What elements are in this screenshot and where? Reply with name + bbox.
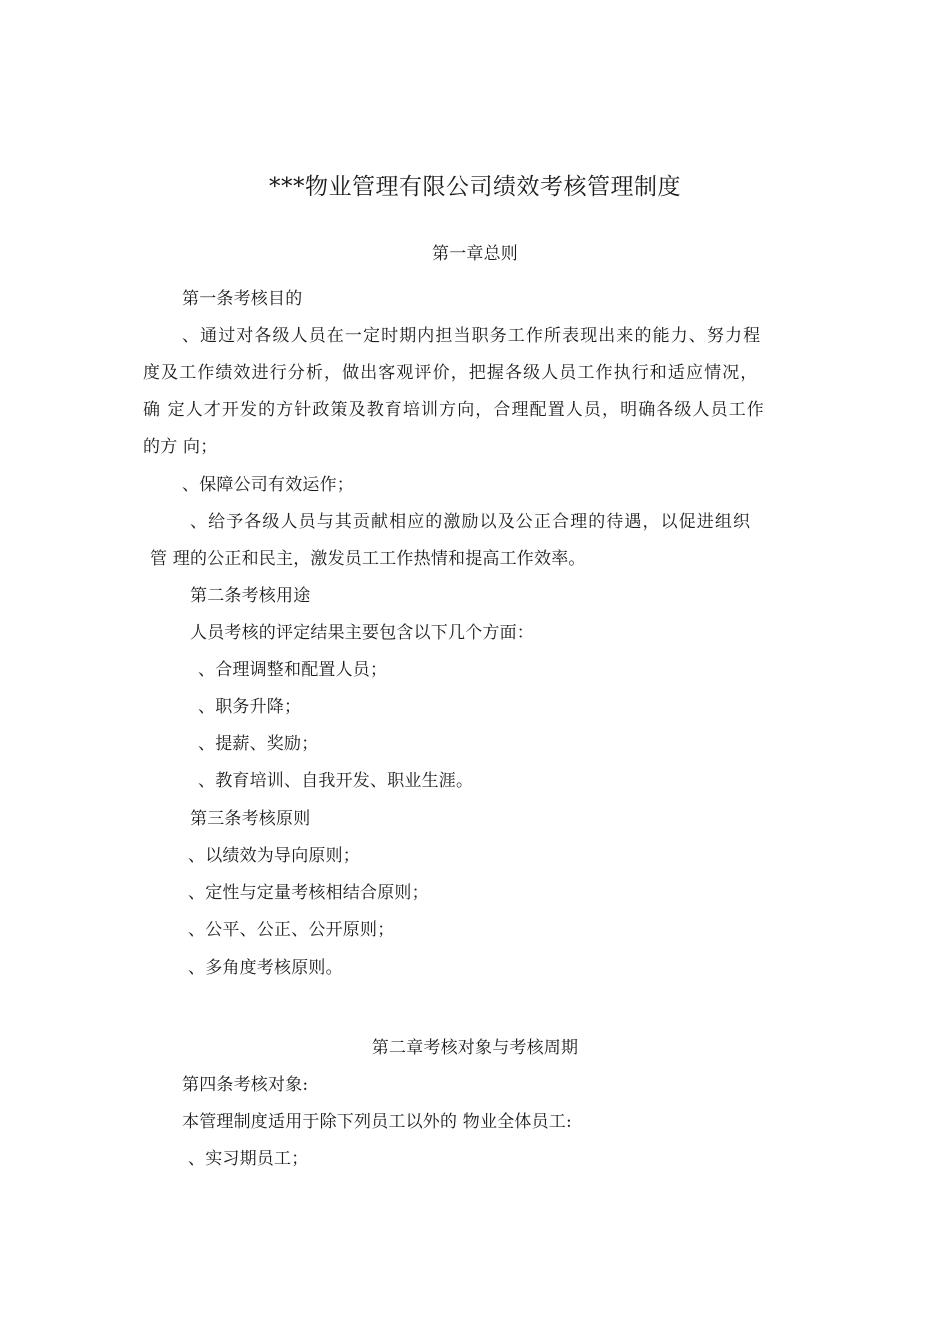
list-item: 、实习期员工； <box>188 1149 309 1169</box>
article-1-line: 、保障公司有效运作； <box>182 475 354 495</box>
list-item: 、提薪、奖励； <box>198 734 319 754</box>
article-1-line: 、给予各级人员与其贡献相应的激励以及公正合理的待遇，以促进组织 <box>190 512 752 532</box>
article-1-line: 管 理的公正和民主，激发员工工作热情和提高工作效率。 <box>150 549 586 569</box>
article-2-intro: 人员考核的评定结果主要包含以下几个方面： <box>190 623 534 643</box>
list-item: 、定性与定量考核相结合原则； <box>188 883 429 903</box>
list-item: 、教育培训、自我开发、职业生涯。 <box>198 771 474 791</box>
list-item: 、合理调整和配置人员； <box>198 660 388 680</box>
article-1-heading: 第一条考核目的 <box>182 289 303 309</box>
article-1-line: 的方 向； <box>143 437 218 457</box>
list-item: 、职务升降； <box>198 697 302 717</box>
article-4-heading: 第四条考核对象: <box>182 1075 309 1095</box>
article-3-heading: 第三条考核原则 <box>190 809 311 829</box>
chapter-2-heading: 第二章考核对象与考核周期 <box>371 1038 579 1058</box>
document-title: ***物业管理有限公司绩效考核管理制度 <box>269 174 681 200</box>
list-item: 、以绩效为导向原则； <box>188 846 360 866</box>
article-4-intro: 本管理制度适用于除下列员工以外的 物业全体员工: <box>182 1112 572 1132</box>
list-item: 、多角度考核原则。 <box>188 958 343 978</box>
article-1-line: 确 定人才开发的方针政策及教育培训方向，合理配置人员，明确各级人员工作 <box>143 400 765 420</box>
chapter-1-heading: 第一章总则 <box>432 244 518 264</box>
article-1-line: 、通过对各级人员在一定时期内担当职务工作所表现出来的能力、努力程 <box>182 326 762 346</box>
article-1-line: 度及工作绩效进行分析，做出客观评价，把握各级人员工作执行和适应情况， <box>143 363 759 383</box>
article-2-heading: 第二条考核用途 <box>190 586 311 606</box>
list-item: 、公平、公正、公开原则； <box>188 920 395 940</box>
